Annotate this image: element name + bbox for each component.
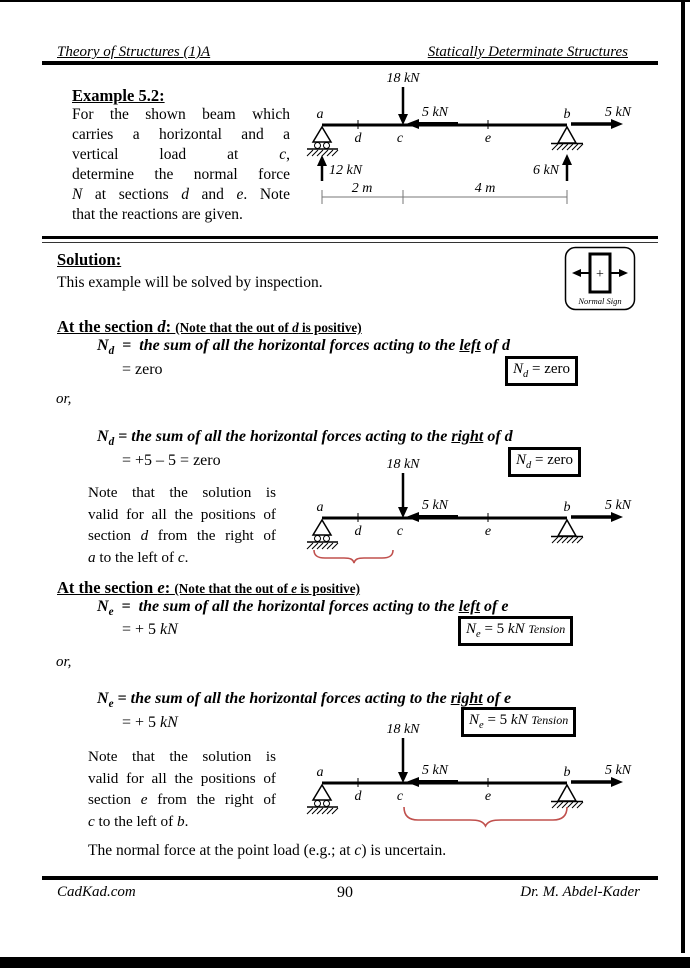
ground-hatch [307, 808, 338, 814]
section-d-eq-right: $N_d$ = the sum of all the horizontal forces acting to the right of d [97, 428, 513, 449]
vertical-load-18kn [386, 722, 420, 783]
left-arrowhead-icon [572, 269, 581, 277]
point-label-a: a [316, 107, 324, 122]
horizontal-load-5kn [406, 105, 458, 129]
normal-sign-plus: + [596, 267, 604, 282]
ground-hatch [307, 543, 338, 549]
down-arrowhead-icon [398, 772, 408, 783]
point-label-b: b [563, 107, 571, 122]
reaction-5kn-label: 5 kN [604, 105, 632, 120]
up-arrowhead-icon [317, 155, 327, 166]
section-e-result-right: = + 5 kN [122, 714, 178, 731]
beam-diagram-section-d [300, 455, 660, 570]
horizontal-load-5kn [406, 498, 458, 522]
range-brace-c-to-b [404, 807, 567, 826]
beam-diagram-section-e [300, 720, 660, 842]
page-border-right [681, 0, 685, 953]
point-label-c: c [396, 131, 404, 146]
point-label-a: a [316, 765, 324, 780]
right-arrowhead-icon [611, 777, 623, 787]
footer-author: Dr. M. Abdel-Kader [520, 884, 640, 900]
section-d-note: Note that the solution is valid for all the positions of section d from the right of a to the left of c. [88, 484, 276, 567]
up-arrowhead-icon [562, 154, 572, 165]
left-arrowhead-icon [406, 777, 419, 787]
pin-support-icon [551, 785, 583, 808]
roller-support-icon [307, 127, 338, 156]
right-arrowhead-icon [611, 119, 623, 129]
result-box-nd-right: $N_d$ = zero [508, 447, 581, 477]
ground-hatch [552, 537, 583, 543]
point-label-d: d [354, 131, 362, 146]
page-border-top [0, 0, 690, 2]
point-label-c: c [396, 789, 404, 804]
load-18kn-label: 18 kN [386, 722, 420, 737]
or-label: or, [56, 391, 72, 407]
point-label-b: b [563, 500, 571, 515]
load-5kn-label: 5 kN [421, 763, 449, 778]
section-divider [42, 236, 658, 243]
horizontal-reaction-5kn [571, 498, 632, 522]
point-label-e: e [484, 131, 492, 146]
dim-label-4m: 4 m [474, 181, 496, 196]
section-e-eq-left: $N_e$ = the sum of all the horizontal forces acting to the left of e [97, 598, 509, 619]
pin-support-icon [551, 520, 583, 543]
point-label-c: c [396, 524, 404, 539]
section-d-result-left: = zero [122, 361, 163, 378]
roller-support-icon [307, 520, 338, 549]
load-5kn-label: 5 kN [421, 498, 449, 513]
left-arrowhead-icon [406, 512, 419, 522]
section-e-eq-right: $N_e$ = the sum of all the horizontal forces acting to the right of e [97, 690, 512, 711]
result-box-ne-left: $N_e = 5$ kN Tension [458, 616, 573, 646]
header-rule [42, 61, 658, 65]
dimension-line [322, 181, 567, 204]
section-d-eq-left: $N_d$ = the sum of all the horizontal forces acting to the left of d [97, 337, 510, 358]
vertical-reaction-6kn [533, 154, 572, 181]
closing-note: The normal force at the point load (e.g.; at c) is uncertain. [88, 842, 447, 859]
horizontal-reaction-5kn [571, 105, 632, 129]
down-arrowhead-icon [398, 114, 408, 125]
point-label-d: d [354, 524, 362, 539]
range-brace-a-to-c [314, 550, 393, 563]
vertical-reaction-12kn [317, 155, 363, 181]
roller-support-icon [307, 785, 338, 814]
result-box-nd-left: $N_d$ = zero [505, 356, 578, 386]
footer-site: CadKad.com [57, 884, 136, 900]
section-e-result-left: = + 5 kN [122, 621, 178, 638]
point-label-d: d [354, 789, 362, 804]
left-arrowhead-icon [406, 119, 419, 129]
solution-intro: This example will be solved by inspection. [57, 274, 323, 291]
ground-hatch [552, 144, 583, 150]
down-arrowhead-icon [398, 507, 408, 518]
pin-support-icon [551, 127, 583, 150]
example-body: For the shown beam which carries a horizontal and a vertical load at c, determine the normal force N at sections d and e. Note that the reactions are given. [72, 106, 290, 223]
header-course-title: Theory of Structures (1)A [57, 44, 211, 60]
point-label-e: e [484, 524, 492, 539]
section-e-heading: At the section e: (Note that the out of e is positive) [57, 578, 361, 597]
normal-sign-icon [564, 246, 636, 312]
reaction-5kn-label: 5 kN [604, 763, 632, 778]
example-title: Example 5.2: [72, 86, 165, 105]
section-d-heading: At the section d: (Note that the out of d is positive) [57, 317, 362, 336]
point-label-b: b [563, 765, 571, 780]
point-label-e: e [484, 789, 492, 804]
beam-diagram-main [300, 68, 660, 233]
ground-hatch [307, 150, 338, 156]
load-18kn-label: 18 kN [386, 71, 420, 86]
horizontal-reaction-5kn [571, 763, 632, 787]
normal-sign-label: Normal Sign [578, 296, 622, 306]
result-box-ne-right: $N_e = 5$ kN Tension [461, 707, 576, 737]
right-arrowhead-icon [619, 269, 628, 277]
reaction-5kn-label: 5 kN [604, 498, 632, 513]
load-5kn-label: 5 kN [421, 105, 449, 120]
section-e-note: Note that the solution is valid for all the positions of section e from the right of c to the left of b. [88, 748, 276, 831]
footer-page-number: 90 [337, 884, 353, 901]
reaction-12kn-label: 12 kN [329, 163, 363, 178]
horizontal-load-5kn [406, 763, 458, 787]
reaction-6kn-label: 6 kN [532, 163, 559, 178]
vertical-load-18kn [386, 71, 420, 125]
solution-title: Solution: [57, 250, 122, 269]
vertical-load-18kn [386, 457, 420, 518]
footer-rule [42, 876, 658, 880]
header-chapter-title: Statically Determinate Structures [427, 44, 628, 60]
dim-label-2m: 2 m [351, 181, 373, 196]
load-18kn-label: 18 kN [386, 457, 420, 472]
or-label: or, [56, 654, 72, 670]
page-border-bottom [0, 957, 690, 968]
right-arrowhead-icon [611, 512, 623, 522]
point-label-a: a [316, 500, 324, 515]
section-d-result-right: = +5 – 5 = zero [122, 452, 221, 469]
